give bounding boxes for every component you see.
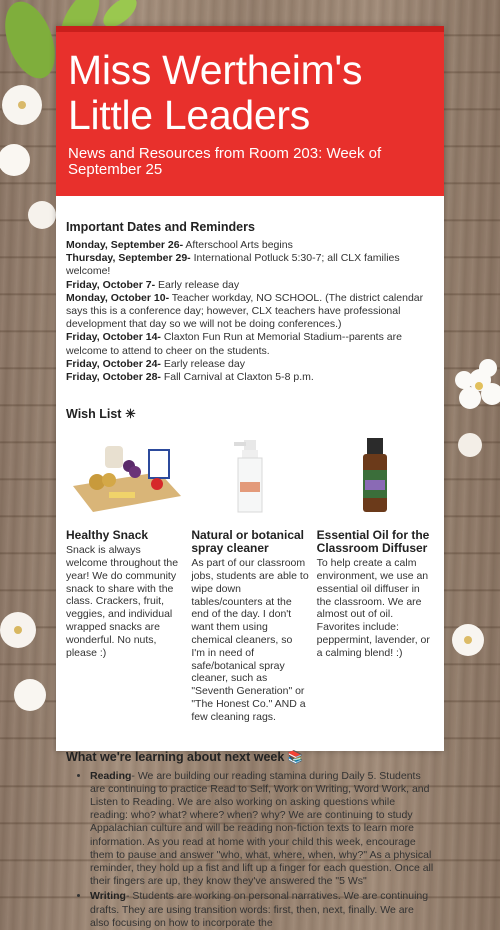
page-title: Miss Wertheim's Little Leaders (68, 47, 363, 138)
date-item: Friday, October 14- Claxton Fun Run at Memorial Stadium--parents are welcome to attend to cheer on the students. (66, 331, 402, 357)
list-item: • Writing- Students are working on personal narratives. We are continuing drafts. They are using transition words: first, then, next, finally. We are also focusing on how to incorporate the (90, 890, 434, 930)
wish-item-text: As part of our classroom jobs, students are able to wipe down tables/counters at the end of the day. I don't want them using chemical cleaners, so I'm in need of safe/botanical spray cleaner, such as "Seventh Generation" or "The Honest Co." AND a few cleaning rags. (191, 557, 309, 723)
flower-decoration-bottom (0, 590, 60, 750)
date-item: Monday, September 26- Afterschool Arts begins (66, 239, 293, 251)
wish-item-title: Essential Oil for the Classroom Diffuser (316, 528, 430, 556)
learning-list (66, 770, 434, 930)
wish-item-snack (66, 431, 183, 723)
header-banner (56, 26, 444, 196)
date-item: Friday, October 7- Early release day (66, 278, 240, 291)
flower-decoration-right (440, 350, 500, 460)
wish-item-title: Healthy Snack (66, 528, 149, 543)
newsletter-card (56, 26, 444, 929)
wish-item-title: Natural or botanical spray cleaner (191, 528, 305, 556)
spray-bottle-image (191, 431, 308, 521)
snack-image (66, 431, 183, 521)
list-item: • Reading- We are building our reading stamina during Daily 5. Students are continuing to practice Read to Self, Work on Writing, Word Work, and Listen to Reading. We are also working on asking questions while reading: who? what? where? when? why? We are continuing to study Appalachian culture and will be reading non-fiction texts to learn more information. As you read at home with your child this week, encourage them to pause and answer "who, what, where, when, why?" As a physical reminder, they hold up a fist and lift up a finger for each question. Once all their fingers are up, they know they've answered the "5 Ws" (90, 770, 434, 889)
learning-heading: What we're learning about next week 📚 (66, 749, 304, 764)
wish-list-heading: Wish List ☀ (66, 407, 137, 422)
date-item: Monday, October 10- Teacher workday, NO SCHOOL. (The district calendar says this is a conference day; however, CLX teachers have professional development that day so we will not be doing conferences.) (66, 291, 424, 331)
wish-list (66, 431, 434, 723)
wish-item-text: To help create a calm environment, we use an essential oil diffuser in the classroom. We are almost out of oil. Favorites include: peppermint, lavender, or a calming blend! :) (316, 557, 430, 659)
oil-bottle-image (317, 431, 434, 521)
page-subtitle: News and Resources from Room 203: Week of September 25 (68, 145, 382, 178)
dates-list (66, 239, 434, 384)
wish-item-cleaner (191, 431, 308, 723)
wish-item-text: Snack is always welcome throughout the year! We do community snack to share with the class. Crackers, fruit, veggies, and individual wrapped snacks are wonderful. No nuts, please :) (66, 544, 179, 659)
wish-item-oil (317, 431, 434, 723)
date-item: Friday, October 28- Fall Carnival at Claxton 5-8 p.m. (66, 371, 314, 384)
date-item: Thursday, September 29- International Potluck 5:30-7; all CLX families welcome! (66, 252, 400, 278)
dates-heading: Important Dates and Reminders (66, 220, 255, 234)
flower-decoration-bottom-right (440, 610, 500, 690)
date-item: Friday, October 24- Early release day (66, 357, 245, 370)
